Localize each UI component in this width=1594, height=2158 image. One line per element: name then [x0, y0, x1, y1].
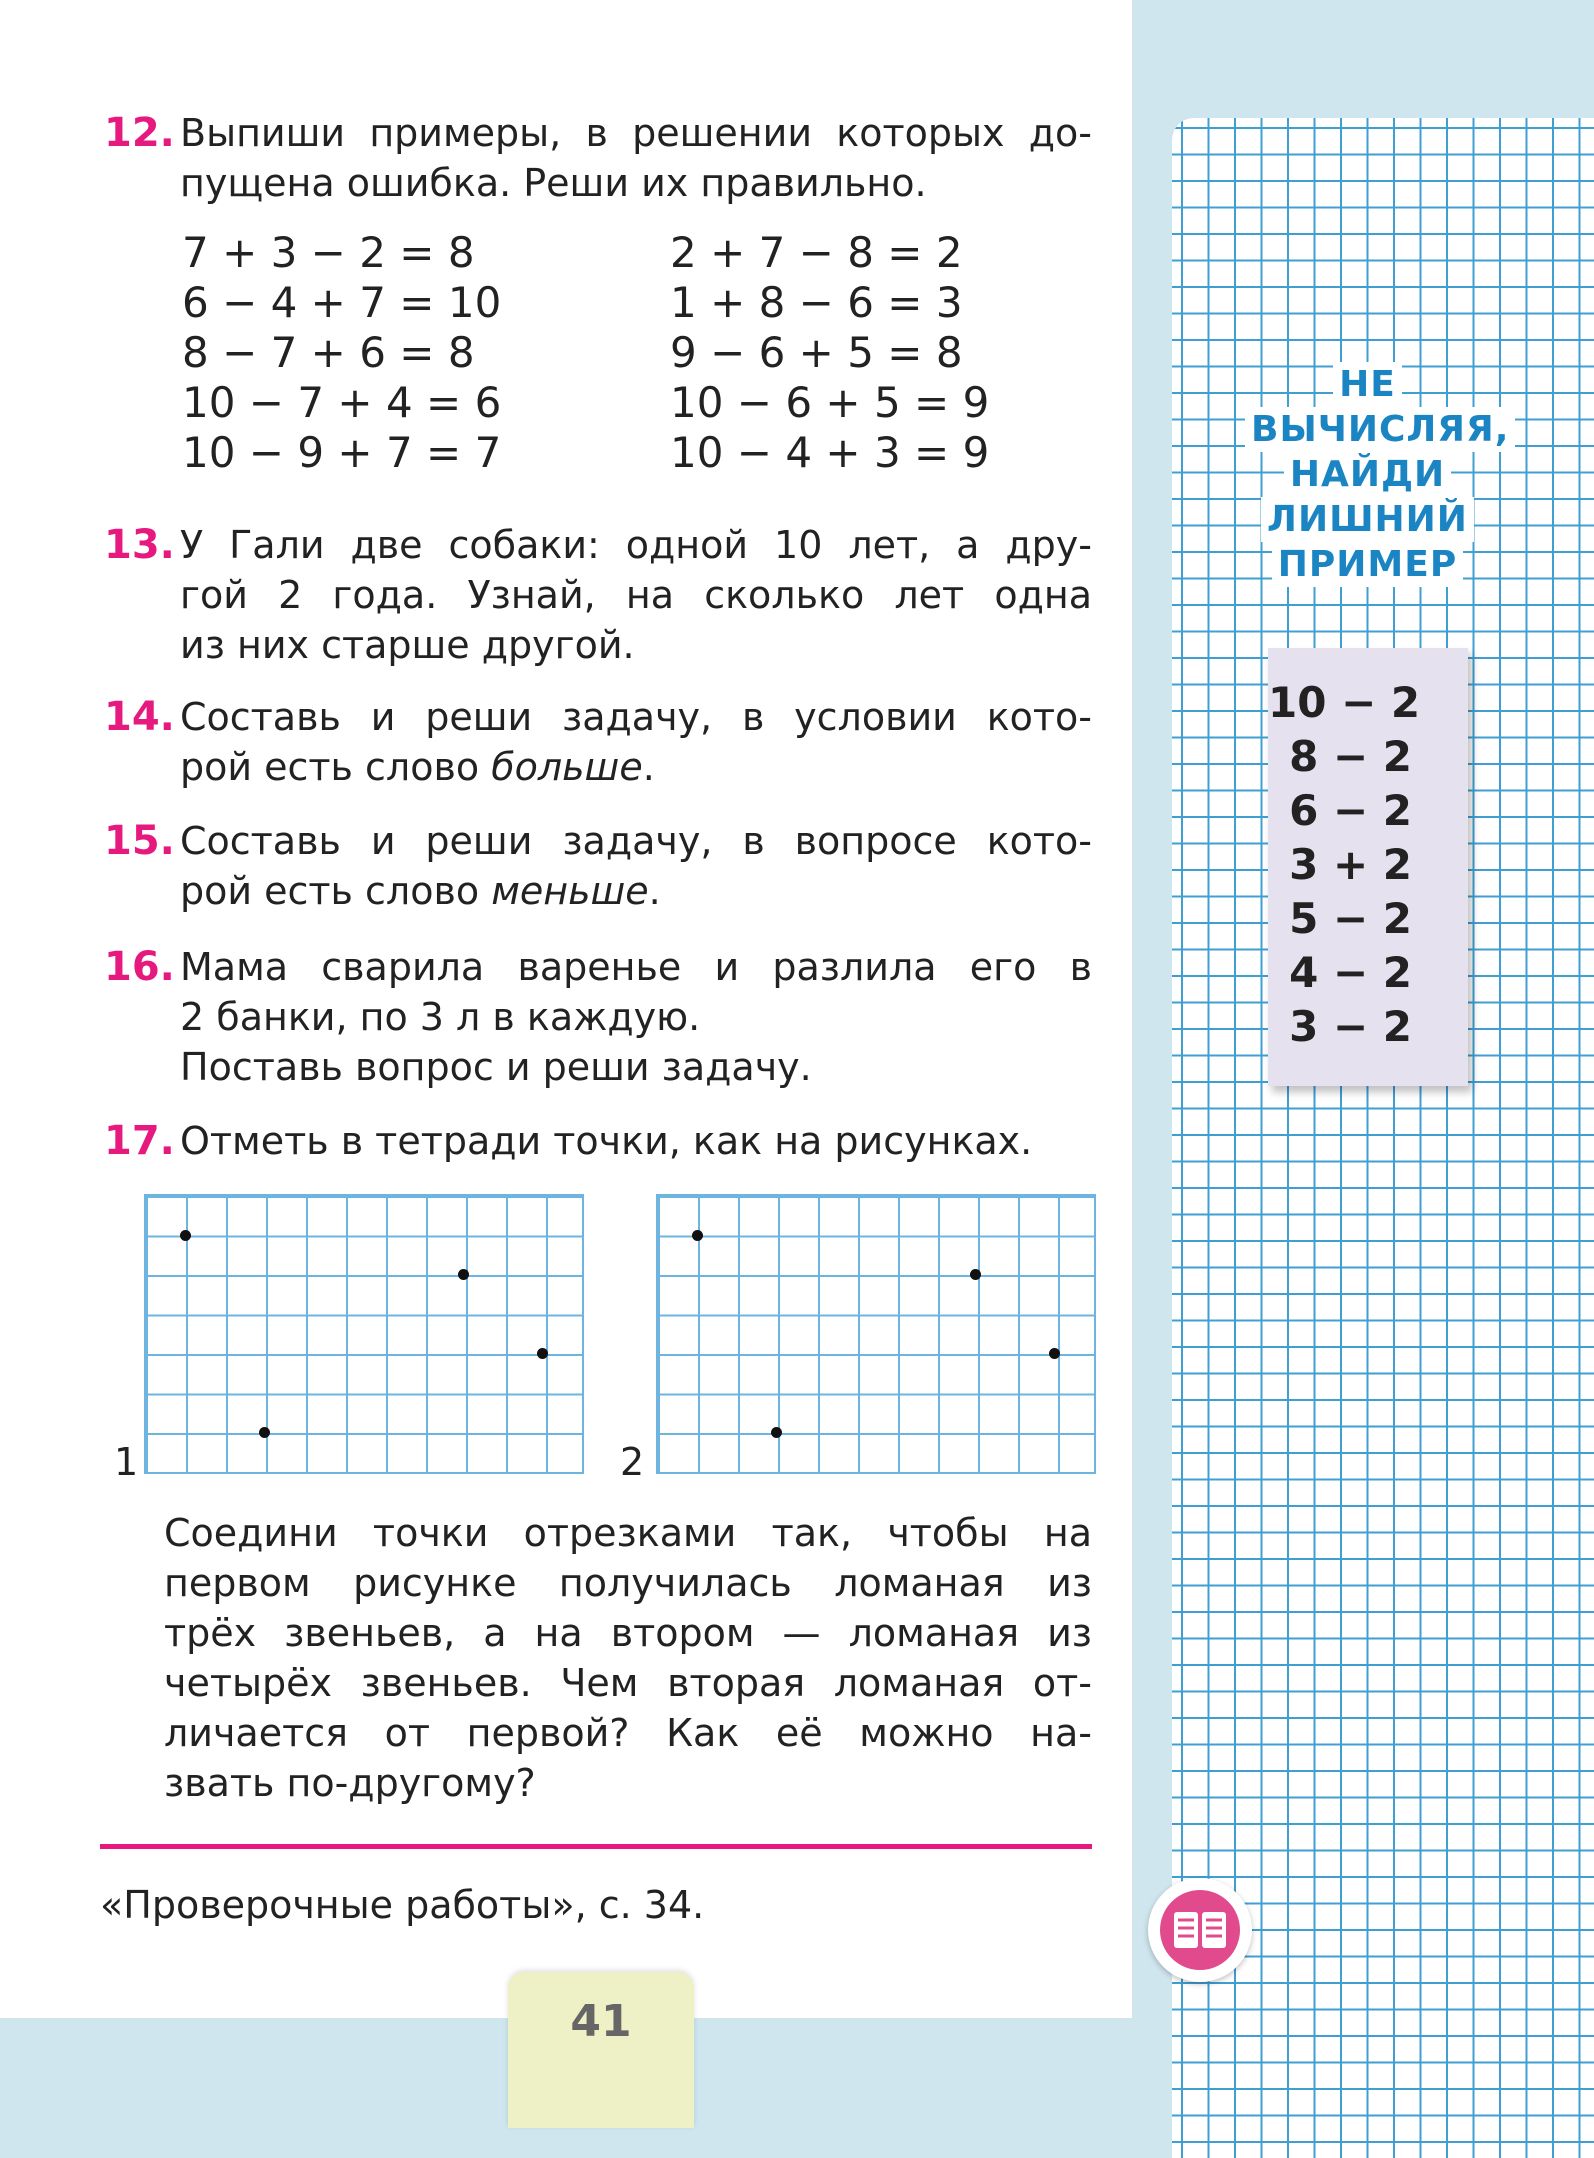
side-example: 6 − 2: [1289, 786, 1412, 835]
grid-1-point: [259, 1427, 270, 1438]
task-12-left-eq: 6 − 4 + 7 = 10: [182, 278, 502, 327]
task-14-number: 14.: [104, 694, 175, 740]
side-title-line: ВЫЧИСЛЯЯ,: [1245, 407, 1515, 452]
task-13-number: 13.: [104, 522, 175, 568]
dot-grid-2: [656, 1194, 1096, 1474]
grid-2-point: [771, 1427, 782, 1438]
task-17-para-line: личается от первой? Как её можно на-: [164, 1711, 1092, 1755]
grid-2-point: [970, 1269, 981, 1280]
task-12-right-eq: 10 − 4 + 3 = 9: [670, 428, 990, 477]
grid-1-point: [180, 1230, 191, 1241]
task-16-text-line1: Мама сварила варенье и разлила его в: [180, 945, 1092, 989]
task-17-para-line: звать по-другому?: [164, 1761, 536, 1805]
task-13-text-line3: из них старше другой.: [180, 623, 635, 667]
grid-2-point: [692, 1230, 703, 1241]
task-12-right-eq: 1 + 8 − 6 = 3: [670, 278, 963, 327]
section-divider: [100, 1844, 1092, 1849]
grid-1-label: 1: [114, 1440, 139, 1484]
task-12-text-line1: Выпиши примеры, в решении которых до-: [180, 111, 1092, 155]
task-17-para-line: четырёх звеньев. Чем вторая ломаная от-: [164, 1661, 1092, 1705]
task-13-text-line2: гой 2 года. Узнай, на сколько лет одна: [180, 573, 1092, 617]
workbook-reference: «Проверочные работы», с. 34.: [100, 1883, 705, 1927]
task-14-text-line1: Составь и реши задачу, в условии кото-: [180, 695, 1092, 739]
task-12-left-eq: 10 − 7 + 4 = 6: [182, 378, 502, 427]
side-example: 4 − 2: [1289, 948, 1412, 997]
workbook-button[interactable]: [1148, 1878, 1252, 1982]
task-17-para-line: трёх звеньев, а на втором — ломаная из: [164, 1611, 1092, 1655]
side-example: 10 − 2: [1268, 678, 1421, 727]
side-title-line: ПРИМЕР: [1272, 542, 1463, 587]
task-17-text-line1: Отметь в тетради точки, как на рисунках.: [180, 1119, 1033, 1163]
task-17-para-line: Соедини точки отрезками так, чтобы на: [164, 1511, 1092, 1555]
task-17-para-line: первом рисунке получилась ломаная из: [164, 1561, 1092, 1605]
task-15-line2-end: .: [648, 869, 661, 913]
side-example: 8 − 2: [1289, 732, 1412, 781]
side-title-line: ЛИШНИЙ: [1261, 497, 1474, 542]
side-title-line: НАЙДИ: [1284, 452, 1451, 497]
task-14-keyword: больше: [491, 745, 643, 789]
task-12-right-eq: 9 − 6 + 5 = 8: [670, 328, 963, 377]
task-12-left-eq: 10 − 9 + 7 = 7: [182, 428, 502, 477]
task-15-keyword: меньше: [491, 869, 649, 913]
side-task-title: [1245, 362, 1510, 587]
task-16-text-line3: Поставь вопрос и реши задачу.: [180, 1045, 812, 1089]
task-16-text-line2: 2 банки, по 3 л в каждую.: [180, 995, 701, 1039]
task-12-number: 12.: [104, 110, 175, 156]
task-17-number: 17.: [104, 1118, 175, 1164]
task-14-line2-start: рой есть слово: [180, 745, 492, 789]
dot-grid-1: [144, 1194, 584, 1474]
grid-1-point: [458, 1269, 469, 1280]
task-15-text-line2: [180, 866, 1092, 916]
task-15-number: 15.: [104, 818, 175, 864]
side-example: 3 − 2: [1289, 1002, 1412, 1051]
task-12-left-eq: 7 + 3 − 2 = 8: [182, 228, 475, 277]
grid-1-point: [537, 1348, 548, 1359]
grid-2-point: [1049, 1348, 1060, 1359]
task-12-left-eq: 8 − 7 + 6 = 8: [182, 328, 475, 377]
task-15-text-line1: Составь и реши задачу, в вопросе кото-: [180, 819, 1092, 863]
side-title-line: НЕ: [1333, 362, 1402, 407]
task-13-text-line1: У Гали две собаки: одной 10 лет, а дру-: [180, 523, 1092, 567]
page-number: 41: [508, 1972, 694, 2128]
task-16-number: 16.: [104, 944, 175, 990]
task-15-line2-start: рой есть слово: [180, 869, 492, 913]
task-12-right-eq: 10 − 6 + 5 = 9: [670, 378, 990, 427]
book-icon: [1160, 1890, 1240, 1970]
task-14-text-line2: [180, 742, 1092, 792]
grid-2-label: 2: [620, 1440, 645, 1484]
side-example: 5 − 2: [1289, 894, 1412, 943]
task-12-right-eq: 2 + 7 − 8 = 2: [670, 228, 963, 277]
task-12-text-line2: пущена ошибка. Реши их правильно.: [180, 161, 927, 205]
side-example: 3 + 2: [1289, 840, 1412, 889]
task-14-line2-end: .: [642, 745, 655, 789]
